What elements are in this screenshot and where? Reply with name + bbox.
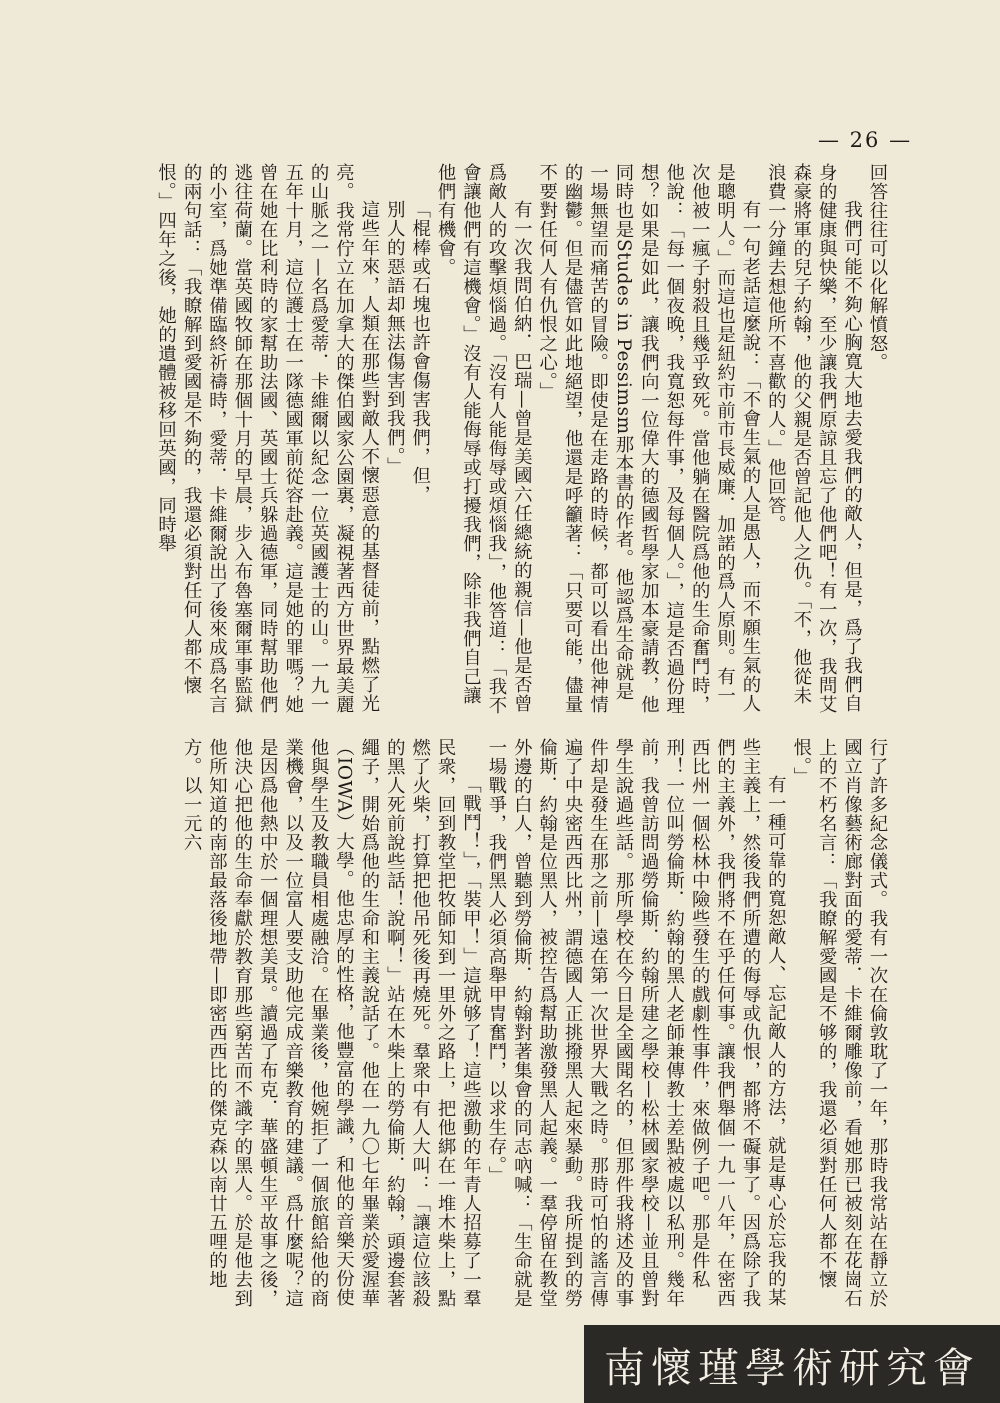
- paragraph: 我們可能不夠心胸寬大地去愛我們的敵人，但是，爲了我們自身的健康與快樂，至少讓我們原諒且忘了他們吧！有一次，我問艾森豪將軍的兒子約翰，他的父親是否曾記他人之仇。「不，他從未浪費一分鐘去想他所不喜歡的人。」他回答。: [765, 163, 863, 714]
- quote-line: 「棍棒或石塊也許會傷害我們，但，: [409, 199, 431, 504]
- lower-text-block: [112, 738, 890, 1310]
- paragraph: 有一種可靠的寬恕敵人、忘記敵人的方法，就是專心於忘我的某些主義上，然後我們所遭的侮辱或仇恨，都將不礙事了。因爲除了我們的主義外，我們將不在乎任何事。讓我們舉個一九一八年，在密西西比州一個松林中險些發生的戲劇性事件，來做例子吧。那是件私刑！一位叫勞倫斯．約翰的黑人老師兼傳教士差點被處以私刑。幾年前，我曾訪問過勞倫斯．約翰所建之學校—松林國家學校—並且曾對學生說過些話。那所學校在今日是全國聞名的，但那件我將述及的事件却是發生在那之前—遠在第一次世界大戰之時。那時可怕的謠言傳遍了中央密西西比州，謂德國人正挑撥黑人起來暴動。我所提到的勞倫斯．約翰是位黑人，被控告爲幫助激發黑人起義。一羣停留在教堂外邊的白人，曾聽到勞倫斯．約翰對著集會的同志吶喊：「生命就是一場戰爭，我們黑人必須高舉甲冑奮鬥，以求生存。」: [485, 738, 787, 1308]
- paragraph: 回答往往可以化解憤怒。: [867, 163, 888, 372]
- quote-line: 別人的惡語却無法傷害到我們。」: [384, 199, 406, 476]
- watermark-banner: [584, 1325, 1000, 1403]
- paragraph: 有一次我問伯納．巴瑞—曾是美國六任總統的親信—他是否曾爲敵人的攻擊煩惱過。「沒有人能侮辱或煩惱我」，他答道：「我不會讓他們有這機會。」沒有人能侮辱或打擾我們，除非我們自己讓他們有機會。: [435, 163, 533, 715]
- watermark-text: 南懷瑾學術研究會: [604, 1343, 980, 1392]
- paragraph: 這些年來，人類在那些對敵人不懷惡意的基督徒前，點燃了光亮。我常佇立在加拿大的傑伯國家公園裏，凝視著西方世界最美麗的山脈之一—名爲愛蒂．卡維爾以紀念一位英國護士的山。一九一五年十月，這位護士在一隊德國軍前從容赴義。這是她的罪嗎？她曾在她在比利時的家幫助法國、英國士兵躲過德軍，同時幫助他們逃往荷蘭。當英國牧師在那個十月的早晨，步入布魯塞爾軍事監獄的小室，爲她準備臨終祈禱時，愛蒂．卡維爾說出了後來成爲名言的兩句話：「我瞭解到愛國是不夠的，我還必須對任何人都不懷恨。」四年之後，她的遺體被移回英國，同時舉: [155, 163, 380, 714]
- paragraph: 有一句老話這麼說：「不會生氣的人是愚人，而不願生氣的人是聰明人。」而這也是紐約市前市長威廉．加諾的爲人原則。有一次他被一瘋子射殺且幾乎致死。當他躺在醫院爲他的生命奮鬥時，他說：「每一個夜晚，我寬恕每件事，及每個人。」，這是否過份理想？如果是如此，讓我們向一位偉大的德國哲學家加本豪請教，他同時也是Studes in Pessimsm那本書的作者。他認爲生命就是一場無望而痛苦的冒險。即使是在走路的時候，都可以看出他神情的幽鬱。但是儘管如此地絕望，他還是呼籲著：「只要可能，儘量不要對任何人有仇恨之心。」: [536, 163, 761, 715]
- page-number: — 26 —: [818, 128, 913, 152]
- paragraph: 「戰鬥！」，「裝甲！」這就够了！這些激動的年青人招募了一羣民衆，回到教堂把牧師知到一里外之路上，把他綁在一堆木柴上，點燃了火柴，打算把他吊死後再燒死。羣衆中有人大叫：「讓這位該殺的黑人死前說些話！說啊！」站在木柴上的勞倫斯．約翰，頭邊套著繩子，開始爲他的生命和主義說話了。他在一九〇七年畢業於愛渥華（IOWA）大學。他忠厚的性格，他豐富的學識，和他的音樂天份使他與學生及教職員相處融洽。在畢業後，他婉拒了一個旅館給他的商業機會，以及一位富人要支助他完成音樂教育的建議。爲什麼呢？這是因爲他熱中於一個理想美景。讀過了布克．華盛頓生平故事之後，他決心把他的生命奉獻於教育那些窮苦而不識字的黑人。於是他去到他所知道的南部最落後地帶—即密西西比的傑克森以南廿五哩的地方。以一元六: [181, 738, 482, 1308]
- paragraph: 行了許多紀念儀式。我有一次在倫敦耽了一年，那時我常站在靜立於國立肖像藝術廊對面的愛蒂．卡維爾雕像前，看她那已被刻在花崗石上的不朽名言：「我瞭解愛國是不够的，我還必須對任何人都不懷恨。」: [790, 738, 888, 1308]
- upper-text-block: [112, 163, 890, 715]
